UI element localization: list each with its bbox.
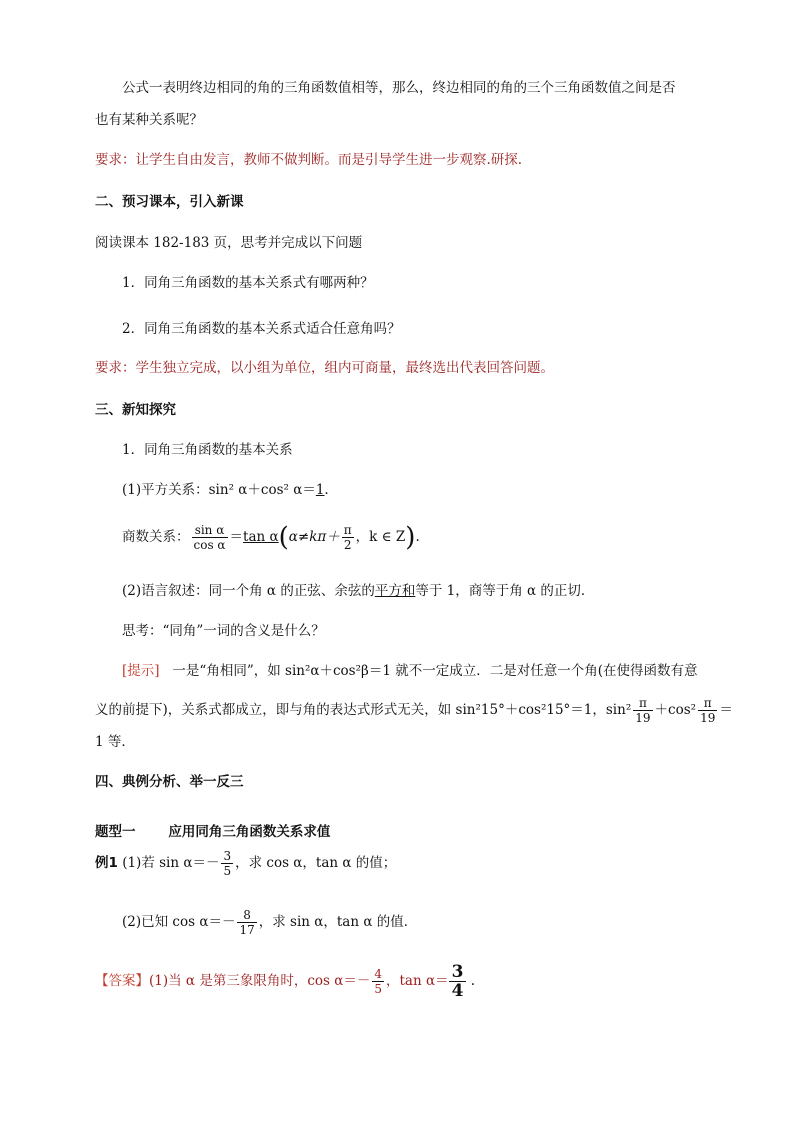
reading-instruction: 阅读课本 182-183 页，思考并完成以下问题: [95, 235, 363, 251]
tan-answer-fraction: $\frac{3}{4}$: [449, 963, 467, 1000]
answer-tag: 【答案】: [95, 973, 149, 989]
quotient-answer: tan α: [243, 529, 279, 545]
hint-line-1: [提示] 一是“角相同”，如 sin²α＋cos²β＝1 就不一定成立．二是对任意一个角(在使得函数有意: [122, 663, 698, 679]
question-1: 1．同角三角函数的基本关系式有哪两种？: [122, 275, 374, 291]
hint-line-2: 义的前提下)，关系式都成立，即与角的表达式形式无关，如 sin²15°＋cos²15°＝1，sin² $\frac{\pi}{19}$ ＋cos² $\frac{\pi}{19}$ ＝: [95, 696, 733, 725]
section-4-title: 四、典例分析、举一反三: [95, 774, 244, 790]
section-3-title: 三、新知探究: [95, 402, 176, 418]
example-1-part-1: 例1 (1)若 sin α＝－ $\frac{3}{5}$ ，求 cos α，tan α 的值；: [95, 849, 397, 878]
question-2: 2．同角三角函数的基本关系式适合任意角吗？: [122, 321, 401, 337]
intro-line-2: 也有某种关系呢？: [95, 112, 203, 128]
intro-line-1: 公式一表明终边相同的角的三角函数值相等，那么，终边相同的角的三个三角函数值之间是否: [122, 80, 676, 96]
requirement-1: 要求：让学生自由发言，教师不做判断。而是引导学生进一步观察.研探.: [95, 152, 523, 168]
example-1-part-2: (2)已知 cos α＝－ $\frac{8}{17}$ ，求 sin α，tan α 的值．: [122, 908, 418, 937]
pi-over-2: $\frac{\pi}{2}$: [343, 523, 352, 552]
answer-line: 【答案】(1)当 α 是第三象限角时，cos α＝－ $\frac{4}{5}$ ，tan α＝ $\frac{3}{4}$ .: [95, 962, 476, 1001]
quotient-relation: 商数关系： $\frac{\text{sin α}}{\text{cos α}}$ ＝tan α(α≠kπ＋ $\frac{\pi}{2}$ ，k ∈ Z).: [122, 522, 420, 553]
square-relation: (1)平方关系：sin² α＋cos² α＝1.: [122, 482, 329, 498]
section-2-title: 二、预习课本，引入新课: [95, 194, 244, 210]
example-label: 例1: [95, 855, 118, 871]
basic-relation-heading: 1．同角三角函数的基本关系: [122, 442, 293, 458]
square-answer: 1: [315, 482, 325, 498]
type-1-heading: 题型一 应用同角三角函数关系求值: [95, 824, 331, 840]
hint-tag: [提示]: [122, 663, 160, 679]
think-question: 思考：“同角”一词的含义是什么？: [122, 623, 325, 639]
hint-line-3: 1 等．: [95, 734, 135, 750]
verbal-statement: (2)语言叙述：同一个角 α 的正弦、余弦的平方和等于 1，商等于角 α 的正切．: [122, 583, 595, 599]
requirement-2: 要求：学生独立完成，以小组为单位，组内可商量，最终选出代表回答问题。: [95, 360, 554, 376]
quotient-fraction: $\frac{\text{sin α}}{\text{cos α}}$: [193, 523, 226, 552]
